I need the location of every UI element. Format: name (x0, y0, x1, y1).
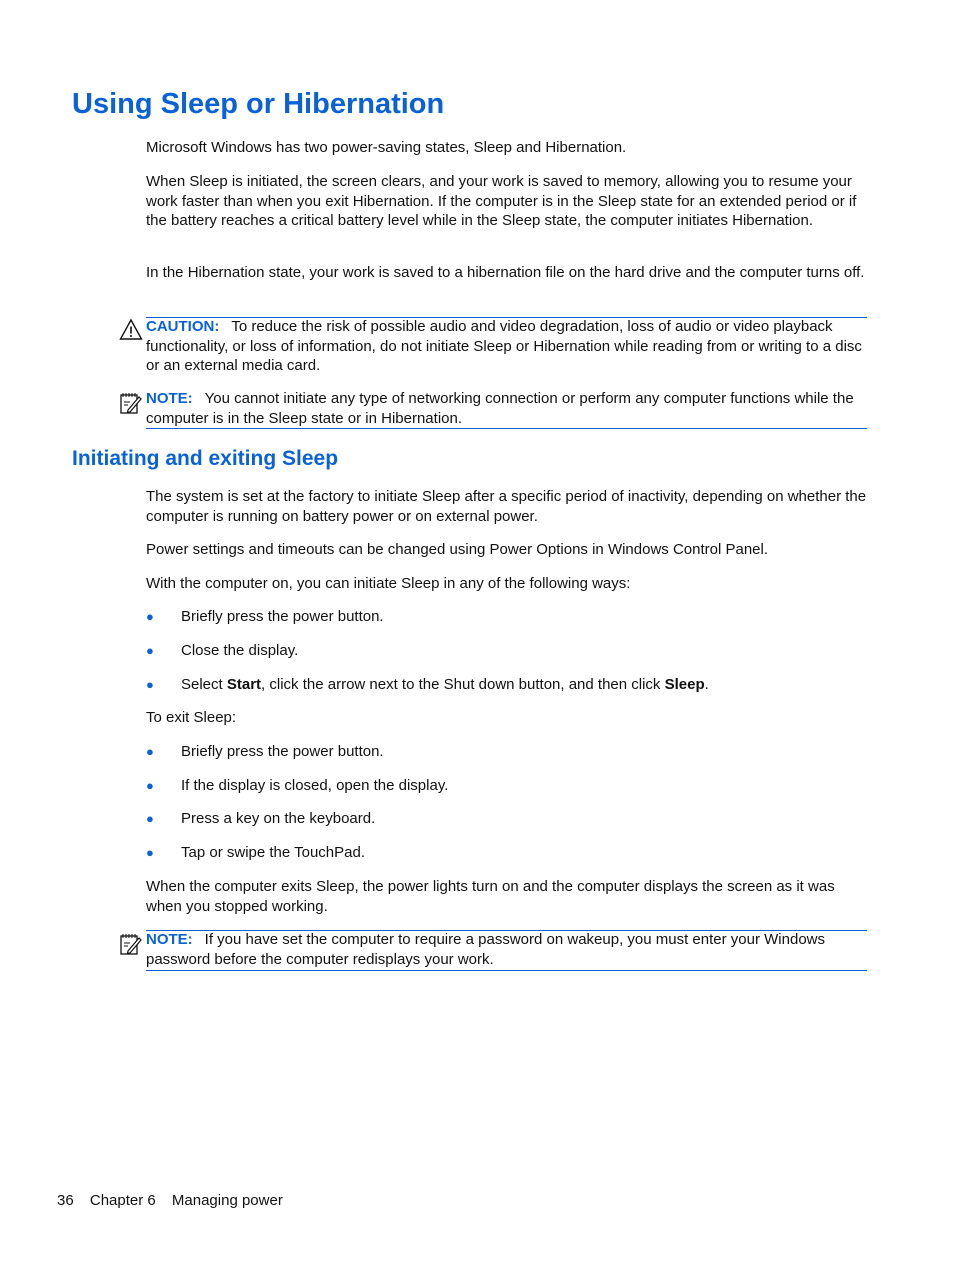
bullet-icon: ● (146, 845, 154, 860)
bullet-icon: ● (146, 744, 154, 759)
note-pad-icon (119, 391, 143, 415)
note1-label: NOTE: (146, 390, 193, 407)
bullet-icon: ● (146, 643, 154, 658)
list-item-text: Close the display. (181, 642, 299, 659)
note2-text: If you have set the computer to require a password on wakeup, you must enter your Windows password before the computer redisplays your work. (146, 931, 825, 968)
start-term: Start (226, 676, 262, 693)
list-item-text: Briefly press the power button. (181, 608, 384, 625)
note1-bottom-rule (146, 428, 867, 429)
section-paragraph-exit-sleep: When the computer exits Sleep, the power lights turn on and the computer displays the screen as it was when you stopped working. (146, 878, 835, 915)
note2-text-block (146, 930, 867, 969)
bullet-icon: ● (146, 609, 154, 624)
list-item-text: Tap or swipe the TouchPad. (181, 844, 366, 861)
note1-text: You cannot initiate any type of networking connection or perform any computer functions while the computer is in the Sleep state or in Hibernation. (146, 390, 854, 427)
list-item-text: Press a key on the keyboard. (181, 810, 376, 827)
intro-paragraph: Microsoft Windows has two power-saving states, Sleep and Hibernation. (146, 139, 627, 156)
footer-chapter: Chapter 6 (89, 1192, 156, 1209)
list-item-text: Briefly press the power button. (181, 743, 384, 760)
note1-text-block (146, 389, 867, 428)
footer-chapter-title: Managing power (171, 1192, 283, 1209)
section-paragraph-initiate-ways: With the computer on, you can initiate Sleep in any of the following ways: (146, 575, 631, 592)
note-pad-icon (119, 932, 143, 956)
select-item-mid: , click the arrow next to the Shut down button, and then click (261, 676, 665, 693)
section-paragraph-factory: The system is set at the factory to initiate Sleep after a specific period of inactivity, depending on whether the computer is running on battery power or on external power. (146, 488, 867, 525)
hibernation-description-paragraph: In the Hibernation state, your work is saved to a hibernation file on the hard drive and the computer turns off. (146, 264, 865, 281)
select-item-pre: Select (181, 676, 227, 693)
note2-label: NOTE: (146, 931, 193, 948)
warning-triangle-icon (119, 318, 143, 342)
caution-text-block (146, 317, 867, 376)
section-heading: Initiating and exiting Sleep (72, 447, 339, 470)
page-title: Using Sleep or Hibernation (72, 88, 445, 120)
note2-bottom-rule (146, 970, 867, 971)
bullet-icon: ● (146, 677, 154, 692)
exit-sleep-intro: To exit Sleep: (146, 709, 237, 726)
bullet-icon: ● (146, 811, 154, 826)
sleep-description-paragraph: When Sleep is initiated, the screen clears, and your work is saved to memory, allowing you to resume your work faster than when you exit Hibernation. If the computer is in the Sleep state for an extended period or if the battery reaches a critical battery level while in the Sleep state, the computer initiates Hibernation. (146, 173, 857, 229)
page-footer (57, 1192, 295, 1209)
caution-text: To reduce the risk of possible audio and video degradation, loss of audio or video playback functionality, or loss of information, do not initiate Sleep or Hibernation while reading from or writing to a disc or an external media card. (146, 318, 862, 374)
section-paragraph-power-settings: Power settings and timeouts can be changed using Power Options in Windows Control Panel. (146, 541, 769, 558)
page-number: 36 (57, 1192, 74, 1209)
bullet-icon: ● (146, 778, 154, 793)
caution-label: CAUTION: (146, 318, 220, 335)
select-item-post: . (704, 676, 709, 693)
list-item-text-select-start (181, 675, 871, 695)
sleep-term: Sleep (664, 676, 705, 693)
list-item-text: If the display is closed, open the display. (181, 777, 449, 794)
